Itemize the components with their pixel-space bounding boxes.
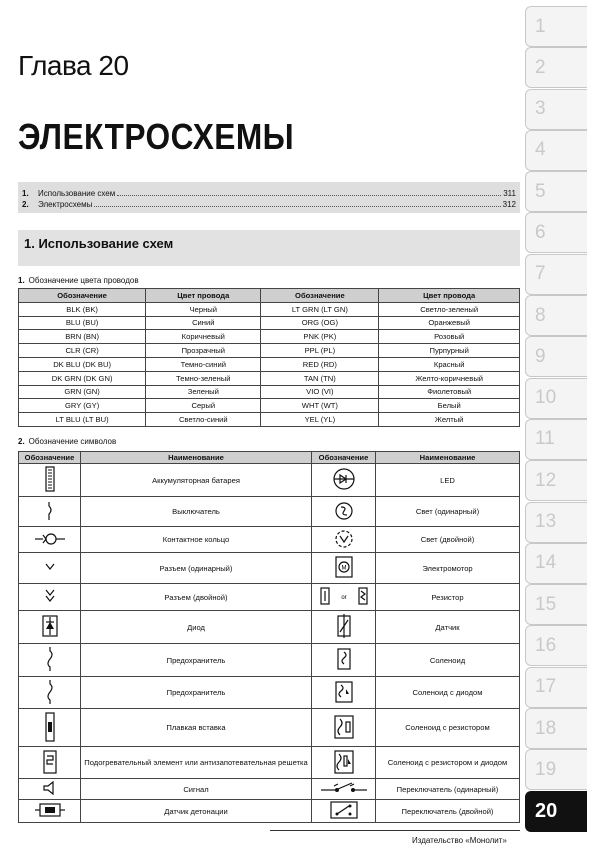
publisher-footer: Издательство «Монолит» <box>412 836 507 845</box>
symbol-cell <box>312 584 376 611</box>
chapter-tab-15[interactable]: 15 <box>525 584 587 625</box>
table-cell: Фиолетовый <box>379 385 520 399</box>
solenoid-resistor-icon <box>333 714 355 742</box>
symbol-cell <box>19 584 81 611</box>
chapter-tab-3[interactable]: 3 <box>525 89 587 130</box>
symbol-name: Предохранитель <box>81 644 312 677</box>
column-header: Наименование <box>81 452 312 464</box>
symbol-name: Соленоид с диодом <box>376 677 520 709</box>
symbol-cell <box>19 677 81 709</box>
chapter-tab-17[interactable]: 17 <box>525 667 587 708</box>
table-cell: Пурпурный <box>379 344 520 358</box>
sensor-icon <box>336 614 352 640</box>
led-icon <box>332 467 356 493</box>
table-row <box>19 527 520 553</box>
symbol-name: LED <box>376 464 520 497</box>
symbol-name: Соленоид <box>376 644 520 677</box>
table-row <box>19 553 520 584</box>
table-cell: Коричневый <box>146 330 261 344</box>
table-row <box>19 464 520 497</box>
symbol-name: Соленоид с резистором <box>376 709 520 747</box>
toc-page: 311 <box>503 189 516 198</box>
caption-text: Обозначение символов <box>28 437 117 446</box>
lamp-single-icon <box>334 500 354 524</box>
symbol-name: Датчик <box>376 611 520 644</box>
table-row <box>19 644 520 677</box>
symbol-cell <box>312 644 376 677</box>
symbol-cell <box>312 553 376 584</box>
toc-num: 1. <box>22 189 29 198</box>
slip-ring-icon <box>34 532 66 548</box>
table-row <box>19 357 520 371</box>
toc-row[interactable] <box>22 198 516 209</box>
chapter-tab-1[interactable]: 1 <box>525 6 587 47</box>
table-row <box>19 371 520 385</box>
column-header: Цвет провода <box>146 289 261 303</box>
table-cell: BLK (BK) <box>19 302 146 316</box>
table-cell: Оранжевый <box>379 316 520 330</box>
symbol-name: Свет (одинарный) <box>376 497 520 527</box>
table-row <box>19 385 520 399</box>
solenoid-resistor-diode-icon <box>333 749 355 777</box>
fusible-link-icon <box>44 712 56 744</box>
table-cell: RED (RD) <box>261 357 379 371</box>
chapter-tab-14[interactable]: 14 <box>525 543 587 584</box>
column-header: Обозначение <box>261 289 379 303</box>
table-row <box>19 497 520 527</box>
solenoid-icon <box>336 647 352 673</box>
table-row <box>19 611 520 644</box>
symbol-name: Плавкая вставка <box>81 709 312 747</box>
fuse-icon <box>44 646 56 674</box>
knock-sensor-icon <box>34 802 66 820</box>
page-title: ЭЛЕКТРОСХЕМЫ <box>18 116 295 157</box>
symbol-name: Переключатель (двойной) <box>376 800 520 823</box>
table-of-contents <box>18 182 520 213</box>
symbol-cell <box>312 527 376 553</box>
table-cell: Серый <box>146 399 261 413</box>
symbol-cell <box>19 611 81 644</box>
toc-dots <box>117 195 501 196</box>
table-cell: CLR (CR) <box>19 344 146 358</box>
motor-icon <box>335 556 353 580</box>
symbol-cell <box>312 779 376 800</box>
symbol-cell <box>19 527 81 553</box>
chapter-tab-5[interactable]: 5 <box>525 171 587 212</box>
symbol-cell <box>312 677 376 709</box>
chapter-tab-10[interactable]: 10 <box>525 378 587 419</box>
symbol-cell <box>312 497 376 527</box>
table-row <box>19 709 520 747</box>
table-cell: LT GRN (LT GN) <box>261 302 379 316</box>
symbol-cell <box>312 464 376 497</box>
table-cell: WHT (WT) <box>261 399 379 413</box>
fuse-icon <box>44 679 56 707</box>
column-header: Обозначение <box>312 452 376 464</box>
chapter-tab-13[interactable]: 13 <box>525 502 587 543</box>
svg-text:or: or <box>340 595 347 601</box>
symbol-name: Электромотор <box>376 553 520 584</box>
symbol-cell <box>19 497 81 527</box>
symbol-name: Диод <box>81 611 312 644</box>
symbol-name: Разъем (двойной) <box>81 584 312 611</box>
symbol-cell <box>312 747 376 779</box>
table-cell: GRY (GY) <box>19 399 146 413</box>
table-row <box>19 302 520 316</box>
symbol-name: Датчик детонации <box>81 800 312 823</box>
chapter-tab-9[interactable]: 9 <box>525 336 587 377</box>
table-row <box>19 800 520 823</box>
symbol-name: Контактное кольцо <box>81 527 312 553</box>
symbol-name: Подогревательный элемент или антизапотевательная решетка <box>81 747 312 779</box>
table-cell: VIO (VI) <box>261 385 379 399</box>
chapter-tab-18[interactable]: 18 <box>525 708 587 749</box>
color-table-caption <box>18 276 139 285</box>
switch-icon <box>44 500 56 524</box>
resistor-icon <box>319 586 369 608</box>
section-heading: 1. Использование схем <box>18 230 520 266</box>
table-cell: GRN (GN) <box>19 385 146 399</box>
symbol-table-caption <box>18 437 116 446</box>
symbol-cell <box>19 709 81 747</box>
chapter-tab-7[interactable]: 7 <box>525 254 587 295</box>
table-cell: Желтый <box>379 413 520 427</box>
symbol-cell <box>19 779 81 800</box>
chapter-tab-2[interactable]: 2 <box>525 47 587 88</box>
table-cell: PNK (PK) <box>261 330 379 344</box>
table-row <box>19 316 520 330</box>
column-header: Обозначение <box>19 289 146 303</box>
table-cell: DK GRN (DK GN) <box>19 371 146 385</box>
chapter-tab-8[interactable]: 8 <box>525 295 587 336</box>
chapter-tab-4[interactable]: 4 <box>525 130 587 171</box>
table-cell: Белый <box>379 399 520 413</box>
heater-icon <box>43 750 57 776</box>
table-row <box>19 344 520 358</box>
symbol-cell <box>312 611 376 644</box>
table-cell: LT BLU (LT BU) <box>19 413 146 427</box>
symbol-name: Переключатель (одинарный) <box>376 779 520 800</box>
symbol-cell <box>19 553 81 584</box>
connector-single-icon <box>44 562 56 574</box>
chapter-tab-12[interactable]: 12 <box>525 460 587 501</box>
footer-rule <box>270 830 520 831</box>
table-cell: Светло-зеленый <box>379 302 520 316</box>
table-row <box>19 330 520 344</box>
table-cell: BLU (BU) <box>19 316 146 330</box>
symbol-table <box>18 451 520 823</box>
svg-text:M: M <box>341 565 346 572</box>
table-cell: Прозрачный <box>146 344 261 358</box>
symbol-cell <box>19 747 81 779</box>
symbol-name: Предохранитель <box>81 677 312 709</box>
table-cell: TAN (TN) <box>261 371 379 385</box>
chapter-tab-16[interactable]: 16 <box>525 625 587 666</box>
table-row <box>19 779 520 800</box>
symbol-cell <box>19 644 81 677</box>
table-cell: PPL (PL) <box>261 344 379 358</box>
table-cell: Темно-синий <box>146 357 261 371</box>
switch-double-icon <box>329 800 359 822</box>
column-header: Наименование <box>376 452 520 464</box>
symbol-cell <box>312 709 376 747</box>
toc-row[interactable] <box>22 187 516 198</box>
table-row <box>19 413 520 427</box>
table-cell: Желто-коричневый <box>379 371 520 385</box>
caption-text: Обозначение цвета проводов <box>28 276 139 285</box>
symbol-name: Свет (двойной) <box>376 527 520 553</box>
toc-num: 2. <box>22 200 29 209</box>
toc-page: 312 <box>502 200 516 209</box>
chapter-tab-19[interactable]: 19 <box>525 749 587 790</box>
table-cell: BRN (BN) <box>19 330 146 344</box>
symbol-cell <box>19 464 81 497</box>
chapter-tab-20[interactable]: 20 <box>525 791 587 832</box>
symbol-name: Сигнал <box>81 779 312 800</box>
diode-icon <box>42 615 58 639</box>
column-header: Цвет провода <box>379 289 520 303</box>
table-cell: Зеленый <box>146 385 261 399</box>
symbol-name: Выключатель <box>81 497 312 527</box>
chapter-tabs <box>525 6 587 832</box>
chapter-tab-6[interactable]: 6 <box>525 212 587 253</box>
toc-text: Использование схем <box>38 189 116 198</box>
chapter-label: Глава 20 <box>18 50 129 81</box>
switch-single-icon <box>320 780 368 798</box>
battery-icon <box>44 466 56 494</box>
symbol-name: Аккумуляторная батарея <box>81 464 312 497</box>
table-cell: Розовый <box>379 330 520 344</box>
table-cell: Светло-синий <box>146 413 261 427</box>
table-cell: Синий <box>146 316 261 330</box>
caption-num: 2. <box>18 437 25 446</box>
table-cell: YEL (YL) <box>261 413 379 427</box>
connector-double-icon <box>44 589 56 605</box>
symbol-cell <box>312 800 376 823</box>
chapter-tab-11[interactable]: 11 <box>525 419 587 460</box>
table-row <box>19 747 520 779</box>
symbol-name: Соленоид с резистором и диодом <box>376 747 520 779</box>
toc-text: Электросхемы <box>38 200 93 209</box>
table-cell: Черный <box>146 302 261 316</box>
solenoid-diode-icon <box>334 680 354 706</box>
column-header: Обозначение <box>19 452 81 464</box>
table-row <box>19 677 520 709</box>
wire-color-table <box>18 288 520 427</box>
table-cell: DK BLU (DK BU) <box>19 357 146 371</box>
table-row <box>19 399 520 413</box>
table-cell: Красный <box>379 357 520 371</box>
lamp-double-icon <box>334 528 354 552</box>
symbol-name: Разъем (одинарный) <box>81 553 312 584</box>
symbol-cell <box>19 800 81 823</box>
toc-dots <box>94 206 500 207</box>
table-cell: Темно-зеленый <box>146 371 261 385</box>
table-cell: ORG (OG) <box>261 316 379 330</box>
horn-icon <box>42 780 58 798</box>
caption-num: 1. <box>18 276 25 285</box>
table-row <box>19 584 520 611</box>
symbol-name: Резистор <box>376 584 520 611</box>
